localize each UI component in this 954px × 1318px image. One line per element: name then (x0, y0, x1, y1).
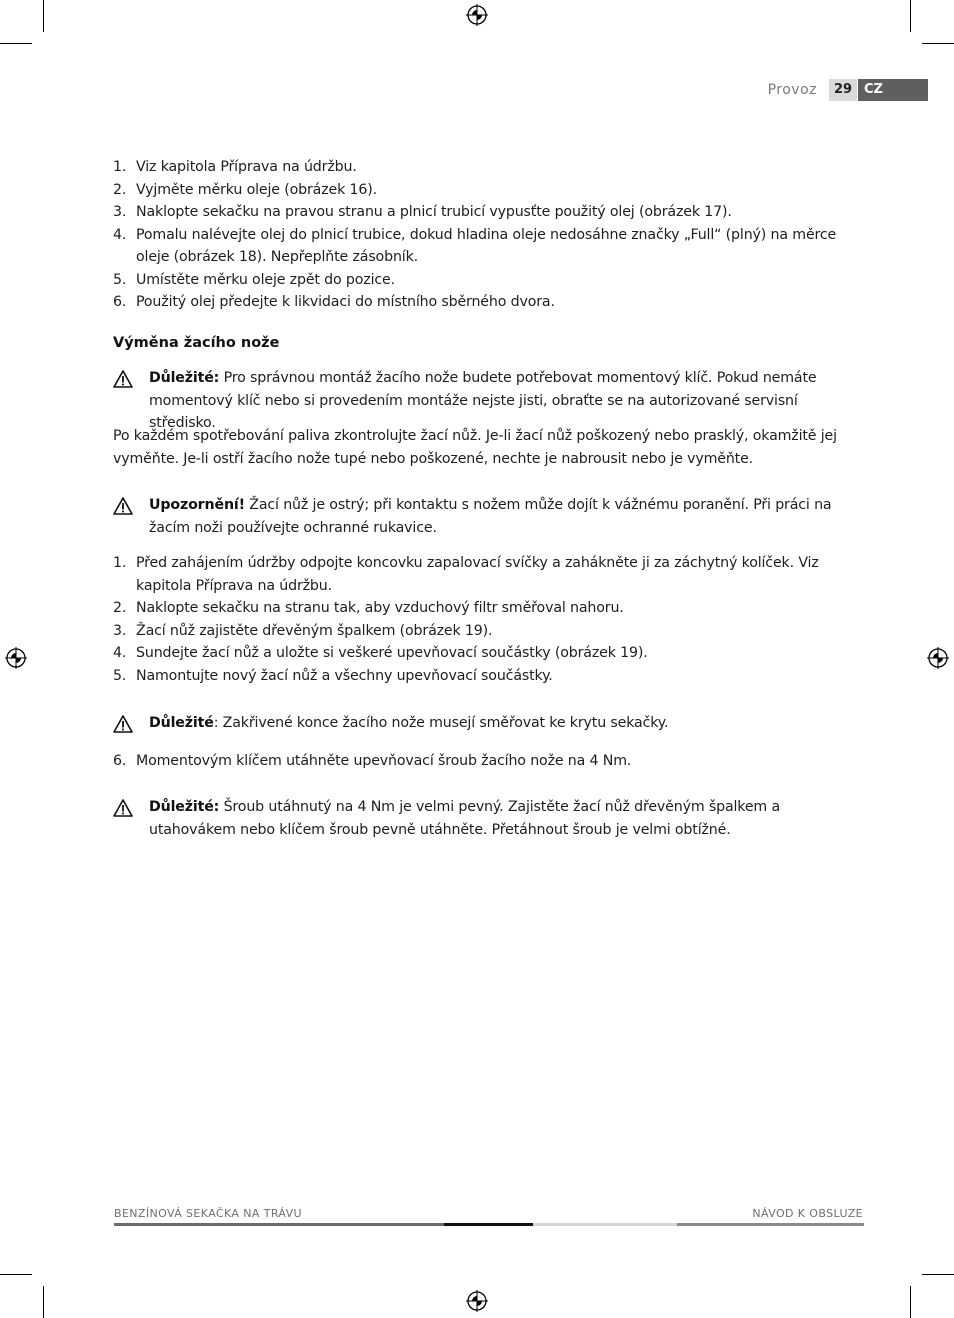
list-item (113, 156, 843, 179)
warning-label: Důležité: (149, 370, 220, 386)
item-text: Naklopte sekačku na stranu tak, aby vzduchový filtr směřoval nahoru. (136, 600, 624, 616)
footer-left-text: BENZÍNOVÁ SEKAČKA NA TRÁVU (114, 1207, 303, 1220)
list-item (113, 201, 843, 224)
list-item (113, 269, 843, 292)
crop-mark (0, 1274, 32, 1275)
item-number: 3. (113, 204, 127, 220)
list-item (113, 620, 853, 643)
section-title: Provoz (767, 82, 817, 98)
crop-mark (43, 1286, 44, 1318)
item-number: 5. (113, 667, 127, 684)
item-text: Naklopte sekačku na pravou stranu a plnicí trubicí vypusťte použitý olej (obrázek 17). (136, 204, 732, 220)
list-item (113, 642, 853, 665)
item-number: 3. (113, 622, 127, 639)
warning-label: Důležité (149, 715, 214, 731)
item-text: Před zahájením údržby odpojte koncovku zapalovací svíčky a zahákněte ji za záchytný kolíček. Viz kapitola Příprava na údržbu. (136, 555, 819, 594)
item-text: Sundejte žací nůž a uložte si veškeré upevňovací součástky (obrázek 19). (136, 645, 648, 661)
crop-mark (922, 43, 954, 44)
warning-text: Žací nůž je ostrý; při kontaktu s nožem může dojít k vážnému poranění. Při práci na žacím noži používejte ochranné rukavice. (149, 497, 832, 536)
registration-mark-icon (5, 647, 27, 669)
warning-text: Pro správnou montáž žacího nože budete potřebovat momentový klíč. Pokud nemáte momentový klíč nebo si provedením montáže nejste jisti, obraťte se na autorizované servisní středisko. (149, 370, 817, 431)
footer-right-text: NÁVOD K OBSLUZE (752, 1207, 863, 1220)
warning-text: : Zakřivené konce žacího nože musejí směřovat ke krytu sekačky. (213, 715, 669, 731)
torque-step (113, 750, 853, 773)
footer-rule (533, 1223, 677, 1226)
crop-mark (910, 0, 911, 32)
warning-triangle-icon (113, 715, 133, 733)
warning-block (113, 712, 853, 735)
item-number: 4. (113, 226, 127, 243)
crop-mark (922, 1274, 954, 1275)
warning-label: Důležité: (149, 799, 220, 815)
list-item (113, 291, 843, 314)
item-text: Momentovým klíčem utáhněte upevňovací šroub žacího nože na 4 Nm. (136, 753, 632, 769)
warning-triangle-icon (113, 370, 133, 388)
item-text: Namontujte nový žací nůž a všechny upevňovací součástky. (136, 667, 553, 684)
item-text: Vyjměte měrku oleje (obrázek 16). (136, 181, 378, 198)
footer-rule (677, 1223, 864, 1226)
item-text: Viz kapitola Příprava na údržbu. (136, 159, 357, 175)
warning-triangle-icon (113, 799, 133, 817)
page-number: 29 (829, 79, 857, 101)
item-text: Žací nůž zajistěte dřevěným špalkem (obrázek 19). (136, 622, 493, 639)
body-paragraph: Po každém spotřebování paliva zkontrolujte žací nůž. Je-li žací nůž poškozený nebo prasklý, okamžitě jej vyměňte. Je-li ostří žacího nože tupé nebo poškozené, nechte je nabrousit nebo je vyměňte. (113, 428, 837, 467)
warning-block (113, 494, 853, 539)
warning-text: Šroub utáhnutý na 4 Nm je velmi pevný. Zajistěte žací nůž dřevěným špalkem a utahovákem nebo klíčem šroub pevně utáhněte. Přetáhnout šroub je velmi obtížné. (149, 799, 781, 838)
item-number: 1. (113, 159, 127, 175)
item-number: 6. (113, 753, 127, 769)
list-item (113, 224, 843, 269)
crop-mark (910, 1286, 911, 1318)
item-number: 4. (113, 645, 127, 661)
item-text: Použitý olej předejte k likvidaci do místního sběrného dvora. (136, 294, 555, 310)
list-item (113, 179, 843, 202)
item-number: 2. (113, 600, 127, 616)
item-number: 5. (113, 271, 127, 288)
item-text: Pomalu nalévejte olej do plnicí trubice, dokud hladina oleje nedosáhne značky „Full“ (plný) na měrce oleje (obrázek 18). Nepřeplňte zásobník. (136, 226, 837, 265)
blade-replacement-steps (113, 552, 853, 687)
warning-label: Upozornění! (149, 497, 245, 513)
item-number: 1. (113, 555, 127, 571)
list-item (113, 597, 853, 620)
registration-mark-icon (466, 1290, 488, 1312)
item-number: 6. (113, 294, 127, 310)
registration-mark-icon (466, 4, 488, 26)
section-heading: Výměna žacího nože (113, 335, 280, 351)
list-item (113, 552, 853, 597)
oil-change-steps (113, 156, 843, 314)
warning-block (113, 796, 853, 841)
language-tab: CZ (858, 79, 928, 101)
crop-mark (43, 0, 44, 32)
item-text: Umístěte měrku oleje zpět do pozice. (136, 271, 395, 288)
footer-rule (444, 1223, 533, 1226)
footer-rule (114, 1223, 444, 1226)
warning-triangle-icon (113, 497, 133, 515)
registration-mark-icon (927, 647, 949, 669)
crop-mark (0, 43, 32, 44)
list-item (113, 750, 853, 773)
list-item (113, 665, 853, 688)
item-number: 2. (113, 181, 127, 198)
